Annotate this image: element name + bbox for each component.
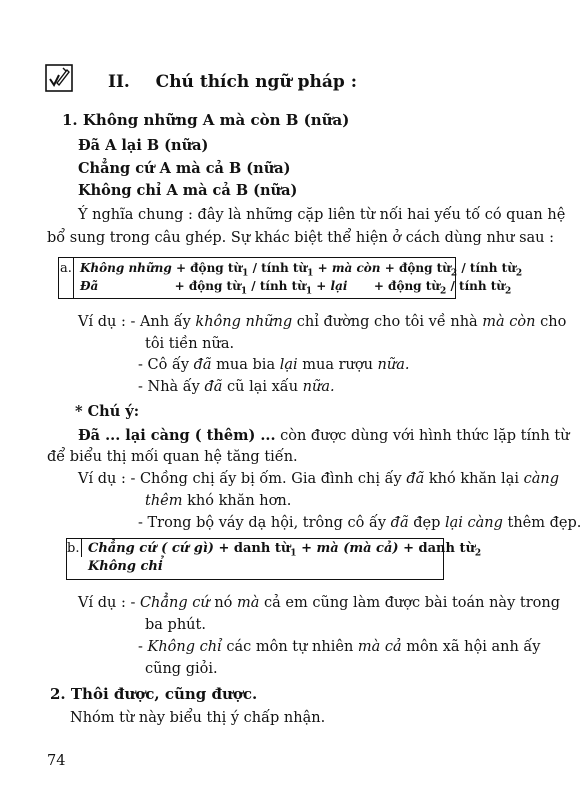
formula-a-r1-sub1: 1 xyxy=(242,268,249,279)
formula-a-r2-part5: / tính từ xyxy=(450,279,506,293)
example-a-1-keyword-1: không những xyxy=(195,314,293,330)
example-a-2 xyxy=(138,357,409,373)
formula-a-r1-part1: + động từ xyxy=(175,261,243,275)
formula-a-r1-sub3: 2 xyxy=(450,268,458,279)
formula-a-r2-part4: + động từ xyxy=(373,279,441,293)
example-a-2-keyword-3: nữa. xyxy=(377,357,410,373)
formula-a-r2-part2: / tính từ xyxy=(251,279,306,293)
example-a-3 xyxy=(138,379,335,395)
note-example-1-keyword-1: đã xyxy=(406,471,425,487)
keyword-ma-ca: mà (mà cả) xyxy=(316,541,399,556)
section-heading xyxy=(108,72,357,92)
note-example-1-part: khó khăn hơn. xyxy=(182,493,292,509)
page-number: 74 xyxy=(47,753,66,769)
example-a-1 xyxy=(78,314,566,330)
note-pattern: Đã ... lại càng ( thêm) ... xyxy=(78,427,276,444)
variant-1: Đã A lại B (nữa) xyxy=(78,137,209,154)
example-b-1-line-2: ba phút. xyxy=(145,617,206,633)
example-b-1-keyword-2: mà xyxy=(237,595,260,611)
formula-b-part1: + danh từ xyxy=(213,541,291,556)
example-b-1-part: cả em cũng làm được bài toán này trong xyxy=(259,595,560,611)
note-example-1-line-2 xyxy=(145,493,291,509)
subsection-2-title: 2. Thôi được, cũng được. xyxy=(50,685,258,703)
example-b-1 xyxy=(78,595,560,611)
note-example-2-part: thêm đẹp. xyxy=(502,515,581,531)
formula-a-r2-sub1: 1 xyxy=(240,286,248,297)
note-example-1-keyword-3: thêm xyxy=(145,493,183,509)
example-a-3-part: cũ lại xấu xyxy=(222,379,303,395)
example-b-2-part: - xyxy=(138,639,148,655)
note-line-1 xyxy=(78,427,570,444)
note-example-2-keyword-1: đã xyxy=(390,515,409,531)
note-example-1-part: Chồng chị ấy bị ốm. Gia đình chị ấy xyxy=(139,471,407,487)
formula-b-part2: + xyxy=(296,541,317,556)
formula-a-r1-part2: / tính từ xyxy=(252,261,308,275)
formula-b-part3: + danh từ xyxy=(398,541,475,556)
example-a-3-keyword-2: nữa. xyxy=(302,379,335,395)
example-a-1-line-2: tôi tiền nữa. xyxy=(145,336,235,352)
keyword-khong-nhung: Không những xyxy=(80,261,172,275)
variant-2: Chẳng cứ A mà cả B (nữa) xyxy=(78,160,291,177)
example-a-3-part: - Nhà ấy xyxy=(138,379,205,395)
example-b-2-part: các môn tự nhiên xyxy=(221,639,358,655)
example-a-3-keyword-1: đã xyxy=(204,379,223,395)
meaning-line-2: bổ sung trong câu ghép. Sự khác biệt thể hiện ở cách dùng như sau : xyxy=(47,230,554,246)
keyword-khong-chi: Không chỉ xyxy=(88,559,163,574)
example-b-1-part: nó xyxy=(209,595,238,611)
formula-b-sub1: 1 xyxy=(290,548,297,559)
subsection-1-title: 1. Không những A mà còn B (nữa) xyxy=(62,111,350,129)
note-example-1 xyxy=(78,471,559,487)
note-line-1-rest: còn được dùng với hình thức lặp tính từ xyxy=(275,428,570,444)
formula-a-r2-part3: + xyxy=(316,279,327,293)
example-b-1-keyword-1: Chẳng cứ xyxy=(139,595,210,611)
example-a-1-keyword-2: mà còn xyxy=(482,314,536,330)
subsection-2-description: Nhóm từ này biểu thị ý chấp nhận. xyxy=(70,710,326,726)
example-b-2 xyxy=(138,639,540,655)
formula-a-row-1 xyxy=(80,261,522,278)
formula-b-sub2: 2 xyxy=(474,548,482,559)
note-example-2-part: đẹp xyxy=(408,515,445,531)
keyword-lai: lại xyxy=(330,279,348,293)
example-a-1-part: cho xyxy=(535,314,567,330)
note-line-2: để biểu thị mối quan hệ tăng tiến. xyxy=(47,449,298,465)
example-a-2-part: mua rượu xyxy=(297,357,378,373)
formula-a-r2-sub4: 2 xyxy=(505,286,512,297)
formula-box-b-label: b. xyxy=(67,541,80,556)
example-b-2-part: môn xã hội anh ấy xyxy=(401,639,541,655)
example-b-2-keyword-2: mà cả xyxy=(357,639,402,655)
keyword-ma-con: mà còn xyxy=(331,261,381,275)
note-example-2 xyxy=(138,515,581,531)
example-b-2-line-2: cũng giỏi. xyxy=(145,661,218,677)
example-prefix: Ví dụ : - xyxy=(78,471,136,487)
variant-3: Không chỉ A mà cả B (nữa) xyxy=(78,182,298,199)
formula-a-r1-sub4: 2 xyxy=(515,268,523,279)
example-a-1-part: chỉ đường cho tôi về nhà xyxy=(292,314,483,330)
formula-a-row-2 xyxy=(80,279,511,296)
example-a-2-part: mua bia xyxy=(211,357,280,373)
note-example-1-part: khó khăn lại xyxy=(424,471,524,487)
formula-a-r1-part4: + động từ xyxy=(384,261,451,275)
formula-a-r2-part1: + động từ xyxy=(174,279,241,293)
note-example-1-keyword-2: càng xyxy=(523,471,559,487)
example-b-2-keyword-1: Không chỉ xyxy=(147,639,222,655)
note-title: * Chú ý: xyxy=(75,403,140,420)
section-number: II. xyxy=(108,72,130,92)
keyword-da: Đã xyxy=(80,279,99,293)
formula-a-r2-sub2: 1 xyxy=(305,286,313,297)
example-prefix: Ví dụ : - xyxy=(78,595,136,611)
example-a-2-part: - Cô ấy xyxy=(138,357,194,373)
note-example-2-part: - Trong bộ váy dạ hội, trông cô ấy xyxy=(138,515,391,531)
formula-box-a-label: a. xyxy=(60,261,72,276)
formula-b-row-1 xyxy=(88,541,481,559)
example-prefix: Ví dụ : - xyxy=(78,314,136,330)
keyword-chang-cu: Chẳng cứ ( cứ gì) xyxy=(88,541,214,556)
example-a-2-keyword-2: lại xyxy=(279,357,298,373)
note-pencil-icon xyxy=(45,64,73,92)
formula-a-r1-sub2: 1 xyxy=(307,268,314,279)
example-a-2-keyword-1: đã xyxy=(193,357,212,373)
section-title: Chú thích ngữ pháp : xyxy=(155,72,358,92)
formula-a-r2-sub3: 2 xyxy=(440,286,447,297)
note-example-2-keyword-2: lại càng xyxy=(444,515,503,531)
formula-a-r1-part3: + xyxy=(317,261,328,275)
example-a-1-part: Anh ấy xyxy=(139,314,196,330)
meaning-line-1: Ý nghĩa chung : đây là những cặp liên từ nối hai yếu tố có quan hệ xyxy=(78,207,566,223)
formula-a-r1-part5: / tính từ xyxy=(461,261,516,275)
